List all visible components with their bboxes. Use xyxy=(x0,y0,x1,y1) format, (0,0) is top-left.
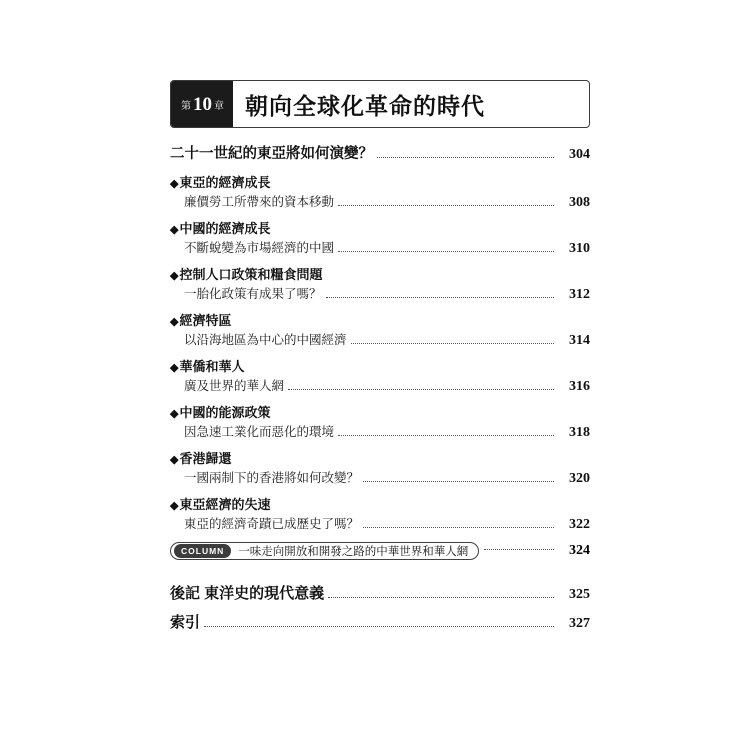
afterword-page: 325 xyxy=(569,587,590,602)
list-item xyxy=(170,356,590,395)
toc-lead-page: 304 xyxy=(569,147,590,162)
list-item xyxy=(170,264,590,303)
leader-dots xyxy=(377,156,554,158)
toc-item-title: 東亞的經濟成長 xyxy=(179,175,271,190)
afterword-label: 後記 東洋史的現代意義 xyxy=(170,585,325,602)
toc-item-head xyxy=(170,494,590,513)
toc-lead-entry xyxy=(170,142,590,163)
toc-item-head xyxy=(170,310,590,329)
column-tag: COLUMN xyxy=(174,544,231,558)
toc-item-sub xyxy=(170,422,590,441)
leader-dots xyxy=(363,480,554,482)
toc-item-page: 316 xyxy=(569,379,590,394)
leader-dots xyxy=(338,434,554,436)
toc-item-page: 320 xyxy=(569,471,590,486)
toc-item-sub xyxy=(170,376,590,395)
diamond-icon: ◆ xyxy=(170,408,179,420)
diamond-icon: ◆ xyxy=(170,362,179,374)
diamond-icon: ◆ xyxy=(170,224,179,236)
toc-item-head xyxy=(170,264,590,283)
column-entry xyxy=(170,542,590,560)
toc-footer-entries xyxy=(170,582,590,632)
list-item xyxy=(170,172,590,211)
toc-item-sub xyxy=(170,514,590,533)
toc-item-title: 中國的能源政策 xyxy=(179,405,271,420)
leader-dots xyxy=(338,204,554,206)
index-label: 索引 xyxy=(170,614,201,631)
index-page: 327 xyxy=(569,616,590,631)
leader-dots xyxy=(484,548,554,550)
toc-item-page: 314 xyxy=(569,333,590,348)
toc-item-subtitle: 東亞的經濟奇蹟已成歷史了嗎？ xyxy=(184,517,360,531)
toc-item-subtitle: 因急速工業化而惡化的環境 xyxy=(184,425,335,439)
toc-item-title: 中國的經濟成長 xyxy=(179,221,271,236)
toc-item-page: 308 xyxy=(569,195,590,210)
toc-entries xyxy=(170,142,590,560)
toc-item-subtitle: 廉價勞工所帶來的資本移動 xyxy=(184,195,335,209)
toc-item-sub xyxy=(170,238,590,257)
column-title: 一味走向開放和開發之路的中華世界和華人網 xyxy=(238,546,469,558)
toc-item-subtitle: 一胎化政策有成果了嗎？ xyxy=(184,287,322,301)
toc-item-head xyxy=(170,218,590,237)
toc-item-title: 控制人口政策和糧食問題 xyxy=(179,267,323,282)
diamond-icon: ◆ xyxy=(170,500,179,512)
diamond-icon: ◆ xyxy=(170,270,179,282)
toc-item-subtitle: 廣及世界的華人網 xyxy=(184,379,285,393)
toc-item-page: 310 xyxy=(569,241,590,256)
toc-item-subtitle: 以沿海地區為中心的中國經濟 xyxy=(184,333,347,347)
toc-item-head xyxy=(170,448,590,467)
chapter-title: 朝向全球化革命的時代 xyxy=(245,92,485,119)
toc-item-subtitle: 一國兩制下的香港將如何改變？ xyxy=(184,471,360,485)
leader-dots xyxy=(326,296,554,298)
toc-item-sub xyxy=(170,284,590,303)
diamond-icon: ◆ xyxy=(170,454,179,466)
toc-lead-label: 二十一世紀的東亞將如何演變？ xyxy=(170,146,373,162)
toc-item-sub xyxy=(170,330,590,349)
leader-dots xyxy=(363,526,554,528)
chapter-badge-suffix: 章 xyxy=(214,100,224,112)
toc-item-head xyxy=(170,172,590,191)
chapter-badge-number: 10 xyxy=(193,93,212,115)
toc-item-title: 東亞經濟的失速 xyxy=(179,497,271,512)
toc-item-head xyxy=(170,356,590,375)
chapter-badge-prefix: 第 xyxy=(181,100,191,112)
list-item xyxy=(170,611,590,632)
toc-item-sub xyxy=(170,468,590,487)
list-item xyxy=(170,402,590,441)
table-of-contents xyxy=(170,80,590,640)
toc-item-sub xyxy=(170,192,590,211)
leader-dots xyxy=(351,342,554,344)
toc-item-subtitle: 不斷蛻變為市場經濟的中國 xyxy=(184,241,335,255)
column-box xyxy=(170,542,479,560)
chapter-header xyxy=(170,80,590,128)
leader-dots xyxy=(328,596,554,598)
leader-dots xyxy=(288,388,554,390)
toc-item-title: 華僑和華人 xyxy=(179,359,245,374)
diamond-icon: ◆ xyxy=(170,178,179,190)
toc-item-page: 318 xyxy=(569,425,590,440)
diamond-icon: ◆ xyxy=(170,316,179,328)
toc-item-page: 322 xyxy=(569,517,590,532)
chapter-badge xyxy=(171,81,233,127)
leader-dots xyxy=(338,250,554,252)
toc-item-title: 香港歸還 xyxy=(179,451,232,466)
toc-item-head xyxy=(170,402,590,421)
list-item xyxy=(170,448,590,487)
list-item xyxy=(170,582,590,603)
list-item xyxy=(170,218,590,257)
list-item xyxy=(170,310,590,349)
toc-item-page: 312 xyxy=(569,287,590,302)
leader-dots xyxy=(204,625,554,627)
column-page: 324 xyxy=(569,543,590,558)
list-item xyxy=(170,494,590,533)
toc-item-title: 經濟特區 xyxy=(179,313,232,328)
